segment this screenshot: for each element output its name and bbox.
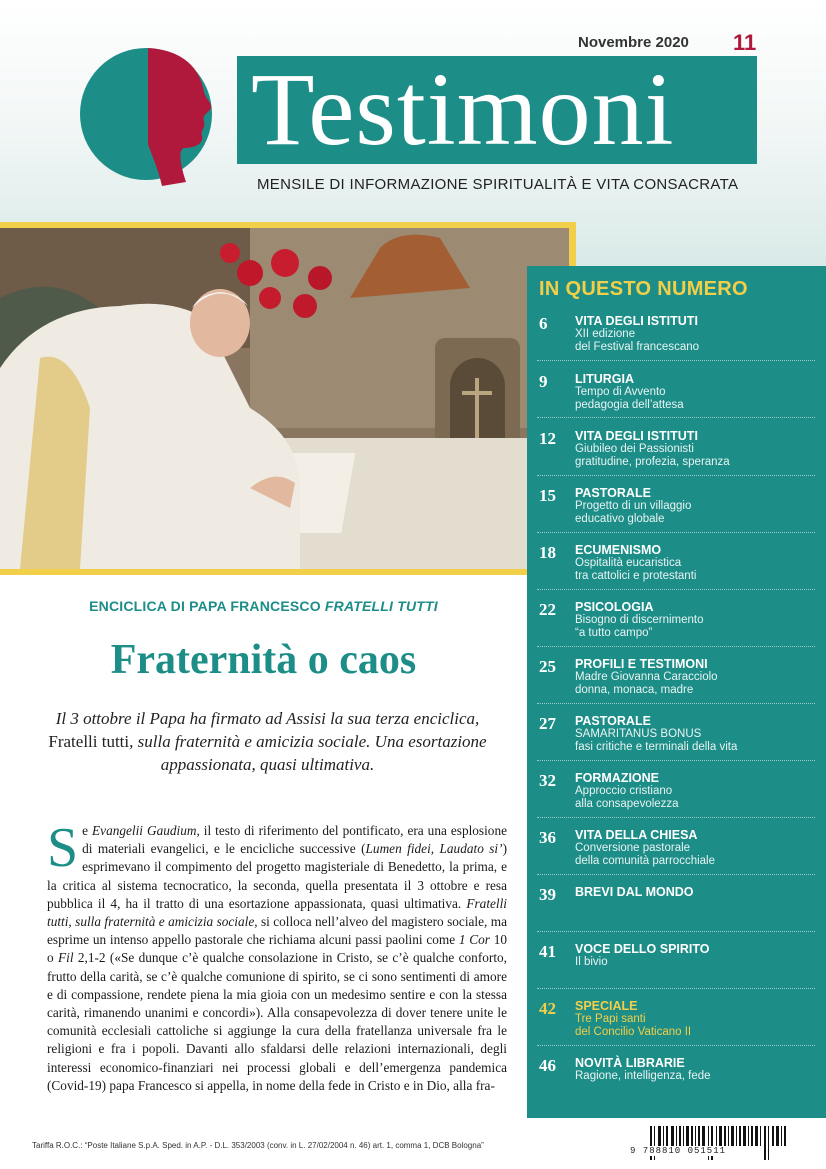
postal-notice: Tariffa R.O.C.: “Poste Italiane S.p.A. Sped. in A.P. - D.L. 353/2003 (conv. in L. 27/02/2004 n. 46) art. 1, comma 1, DCB Bologna”	[32, 1141, 484, 1150]
toc-subtitle: Ospitalità eucaristica tra cattolici e protestanti	[575, 557, 697, 582]
toc-section: VITA DEGLI ISTITUTI	[575, 314, 698, 328]
toc-section: SPECIALE	[575, 999, 638, 1013]
toc-divider	[537, 532, 815, 533]
toc-page-number: 39	[539, 885, 556, 904]
toc-subtitle: Il bivio	[575, 956, 608, 968]
toc-page-number: 25	[539, 657, 556, 676]
article-body	[47, 817, 507, 1095]
body-text: 2,1-2 («Se dunque c’è qualche consolazione in Cristo, se c’è qualche conforto, frutto della carità, se c’è qualche comunione di spirito, se ci sono sentimenti di amore e di compassione, rendete piena la mia gioia con un medesimo sentire e con la stessa carità, rimanendo unanimi e concordi»). Alla consapevolezza di dover tenere unite le comunità ecclesiali cattoliche si aggiunge la cura della fratellanza universale fra le religioni e fra i popoli. Davanti allo sfaldarsi delle relazioni internazionali, degli interessi economico-finanziari nei processi globali e dell’emergenza pandemica (Covid-19) papa Francesco si appella, in nome della fede in Cristo e in Dio, alla fra-	[47, 950, 507, 1093]
toc-subtitle: Giubileo dei Passionisti gratitudine, profezia, speranza	[575, 443, 730, 468]
toc-section: PASTORALE	[575, 714, 651, 728]
toc-page-number: 42	[539, 999, 556, 1018]
toc-section: LITURGIA	[575, 372, 635, 386]
barcode-digits: 9 788810 051511	[630, 1146, 727, 1156]
body-text: , si colloca nell’alveo del magistero sociale, ma esprime un intenso appello pastorale che richiama alcuni passi paolini come	[47, 914, 507, 948]
toc-page-number: 32	[539, 771, 556, 790]
toc-subtitle: Ragione, intelligenza, fede	[575, 1070, 711, 1082]
issue-date: Novembre 2020	[578, 34, 689, 51]
toc-section: FORMAZIONE	[575, 771, 660, 785]
masthead-title: Testimoni	[237, 56, 757, 164]
toc-subtitle: Tempo di Avvento pedagogia dell’attesa	[575, 386, 684, 411]
toc-page-number: 36	[539, 828, 556, 847]
toc-section: PROFILI E TESTIMONI	[575, 657, 708, 671]
toc-section: PSICOLOGIA	[575, 600, 654, 614]
toc-page-number: 27	[539, 714, 556, 733]
body-italic: Fratelli tutti, sulla fraternità e amicizia sociale	[47, 895, 507, 930]
contents-title: IN QUESTO NUMERO	[539, 278, 748, 300]
toc-page-number: 9	[539, 372, 548, 391]
toc-subtitle: Madre Giovanna Caracciolo donna, monaca, madre	[575, 671, 718, 696]
body-italic: Fil	[58, 950, 74, 966]
body-italic: Evangelii Gaudium	[92, 823, 197, 838]
toc-divider	[537, 931, 815, 932]
toc-divider	[537, 760, 815, 761]
toc-page-number: 18	[539, 543, 556, 562]
toc-divider	[537, 817, 815, 818]
logo-profile-emblem	[78, 40, 228, 190]
toc-divider	[537, 988, 815, 989]
toc-section: BREVI DAL MONDO	[575, 885, 694, 899]
toc-subtitle: Conversione pastorale della comunità parrocchiale	[575, 842, 715, 867]
toc-page-number: 41	[539, 942, 556, 961]
toc-subtitle: XII edizione del Festival francescano	[575, 328, 700, 353]
toc-section: NOVITÀ LIBRARIE	[575, 1056, 685, 1070]
body-text: ) esprimevano il compimento del progetto magisteriale di Benedetto, la prima, e la critica al sistema tecnocratico, la seconda, quella presentata il 3 ottobre e resa pubblica il 4, ha il tratto di una esortazione appassionata, quasi ultimativa.	[47, 841, 507, 911]
toc-subtitle: Bisogno di discernimento “a tutto campo”	[575, 614, 704, 639]
toc-page-number: 46	[539, 1056, 556, 1075]
deck-title: Fratelli tutti	[48, 732, 130, 751]
article-headline: Fraternità o caos	[110, 637, 417, 683]
toc-divider	[537, 1045, 815, 1046]
body-italic: Lumen fidei, Laudato si’	[365, 841, 503, 857]
contents-sidebar	[527, 266, 826, 1118]
body-italic: 1 Cor	[458, 932, 490, 948]
issue-number: 11	[733, 30, 757, 55]
toc-divider	[537, 646, 815, 647]
deck-part: Il 3 ottobre il Papa ha firmato ad Assisi la sua terza enciclica,	[55, 709, 480, 728]
toc-divider	[537, 589, 815, 590]
toc-subtitle: SAMARITANUS BONUS fasi critiche e terminali della vita	[575, 728, 738, 753]
toc-page-number: 6	[539, 314, 548, 333]
toc-section: ECUMENISMO	[575, 543, 662, 557]
toc-divider	[537, 475, 815, 476]
kicker-italic: FRATELLI TUTTI	[324, 598, 438, 614]
toc-page-number: 12	[539, 429, 556, 448]
toc-section: VITA DELLA CHIESA	[575, 828, 698, 842]
article-deck	[40, 707, 495, 776]
kicker-prefix: ENCICLICA DI PAPA FRANCESCO	[89, 598, 325, 614]
cover-photo-pope-signing	[0, 228, 569, 569]
deck-part: , sulla fraternità e amicizia sociale. Una esortazione appassionata, quasi ultimativa.	[129, 732, 487, 774]
toc-divider	[537, 417, 815, 418]
toc-divider	[537, 703, 815, 704]
toc-page-number: 22	[539, 600, 556, 619]
article-kicker	[0, 598, 527, 614]
toc-section: VITA DEGLI ISTITUTI	[575, 429, 698, 443]
drop-cap: S	[47, 817, 79, 879]
toc-subtitle: Tre Papi santi del Concilio Vaticano II	[575, 1013, 692, 1038]
body-text: e	[82, 823, 93, 838]
toc-subtitle: Progetto di un villaggio educativo globale	[575, 500, 692, 525]
toc-page-number: 15	[539, 486, 556, 505]
masthead-subtitle: MENSILE DI INFORMAZIONE SPIRITUALITÀ E VITA CONSACRATA	[257, 176, 739, 193]
body-text: 10 o	[47, 932, 507, 966]
toc-divider	[537, 360, 815, 361]
body-text: , il testo di riferimento del pontificato, era una esplosione di materiali evangelici, e le encicliche successive (	[82, 823, 507, 857]
toc-section: VOCE DELLO SPIRITO	[575, 942, 710, 956]
toc-subtitle: Approccio cristiano alla consapevolezza	[575, 785, 679, 810]
toc-section: PASTORALE	[575, 486, 651, 500]
toc-divider	[537, 874, 815, 875]
